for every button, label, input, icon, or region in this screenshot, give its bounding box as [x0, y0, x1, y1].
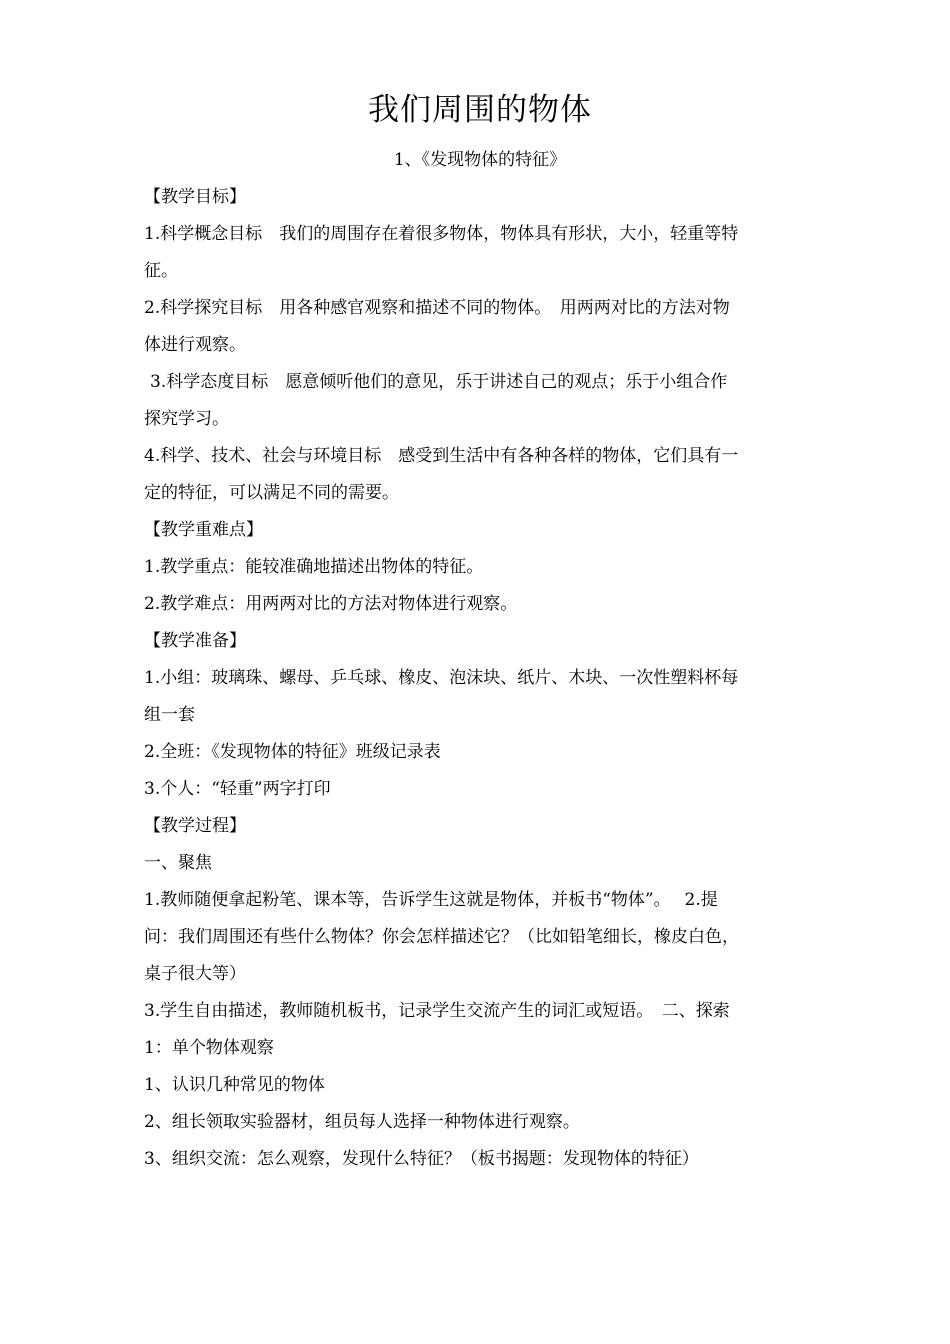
paragraph-line: 问：我们周围还有些什么物体？你会怎样描述它？（比如铅笔细长，橡皮白色，: [144, 927, 739, 947]
paragraph-line: 2.全班：《发现物体的特征》班级记录表: [144, 742, 441, 762]
document-page: [144, 84, 816, 1178]
paragraph-line: 桌子很大等）: [144, 964, 246, 984]
paragraph-line: 2、组长领取实验器材，组员每人选择一种物体进行观察。: [144, 1112, 580, 1132]
paragraph-line: 3.学生自由描述，教师随机板书，记录学生交流产生的词汇或短语。 二、探索: [144, 1001, 730, 1021]
paragraph-line: 3、组织交流：怎么观察，发现什么特征？（板书揭题：发现物体的特征）: [144, 1149, 699, 1169]
section-heading-objectives: 【教学目标】: [144, 187, 246, 207]
paragraph-line: 1.小组：玻璃珠、螺母、乒乓球、橡皮、泡沫块、纸片、木块、一次性塑料杯每: [144, 668, 739, 688]
paragraph-line: 2.科学探究目标 用各种感官观察和描述不同的物体。 用两两对比的方法对物: [144, 298, 730, 318]
paragraph-line: 1.教师随便拿起粉笔、课本等，告诉学生这就是物体，并板书“物体”。 2.提: [144, 890, 718, 910]
paragraph-line: 4.科学、技术、社会与环境目标 感受到生活中有各种各样的物体，它们具有一: [144, 446, 739, 466]
paragraph-line: 1：单个物体观察: [144, 1038, 274, 1058]
document-title: 我们周围的物体: [368, 92, 592, 128]
paragraph-line: 探究学习。: [144, 409, 229, 429]
paragraph-line: 1.教学重点：能较准确地描述出物体的特征。: [144, 557, 484, 577]
section-heading-preparation: 【教学准备】: [144, 631, 246, 651]
paragraph-line: 3.个人：“轻重”两字打印: [144, 779, 331, 799]
section-heading-process: 【教学过程】: [144, 816, 246, 836]
section-heading-key-points: 【教学重难点】: [144, 520, 263, 540]
paragraph-line: 体进行观察。: [144, 335, 246, 355]
subsection-heading-focus: 一、聚焦: [144, 853, 212, 873]
lesson-subtitle: 1、《发现物体的特征》: [393, 150, 567, 170]
paragraph-line: 定的特征，可以满足不同的需要。: [144, 483, 399, 503]
paragraph-line: 1、认识几种常见的物体: [144, 1075, 325, 1095]
paragraph-line: 3.科学态度目标 愿意倾听他们的意见，乐于讲述自己的观点；乐于小组合作: [150, 372, 728, 392]
paragraph-line: 2.教学难点：用两两对比的方法对物体进行观察。: [144, 594, 518, 614]
paragraph-line: 1.科学概念目标 我们的周围存在着很多物体，物体具有形状，大小，轻重等特: [144, 224, 739, 244]
paragraph-line: 征。: [144, 261, 178, 281]
paragraph-line: 组一套: [144, 705, 195, 725]
